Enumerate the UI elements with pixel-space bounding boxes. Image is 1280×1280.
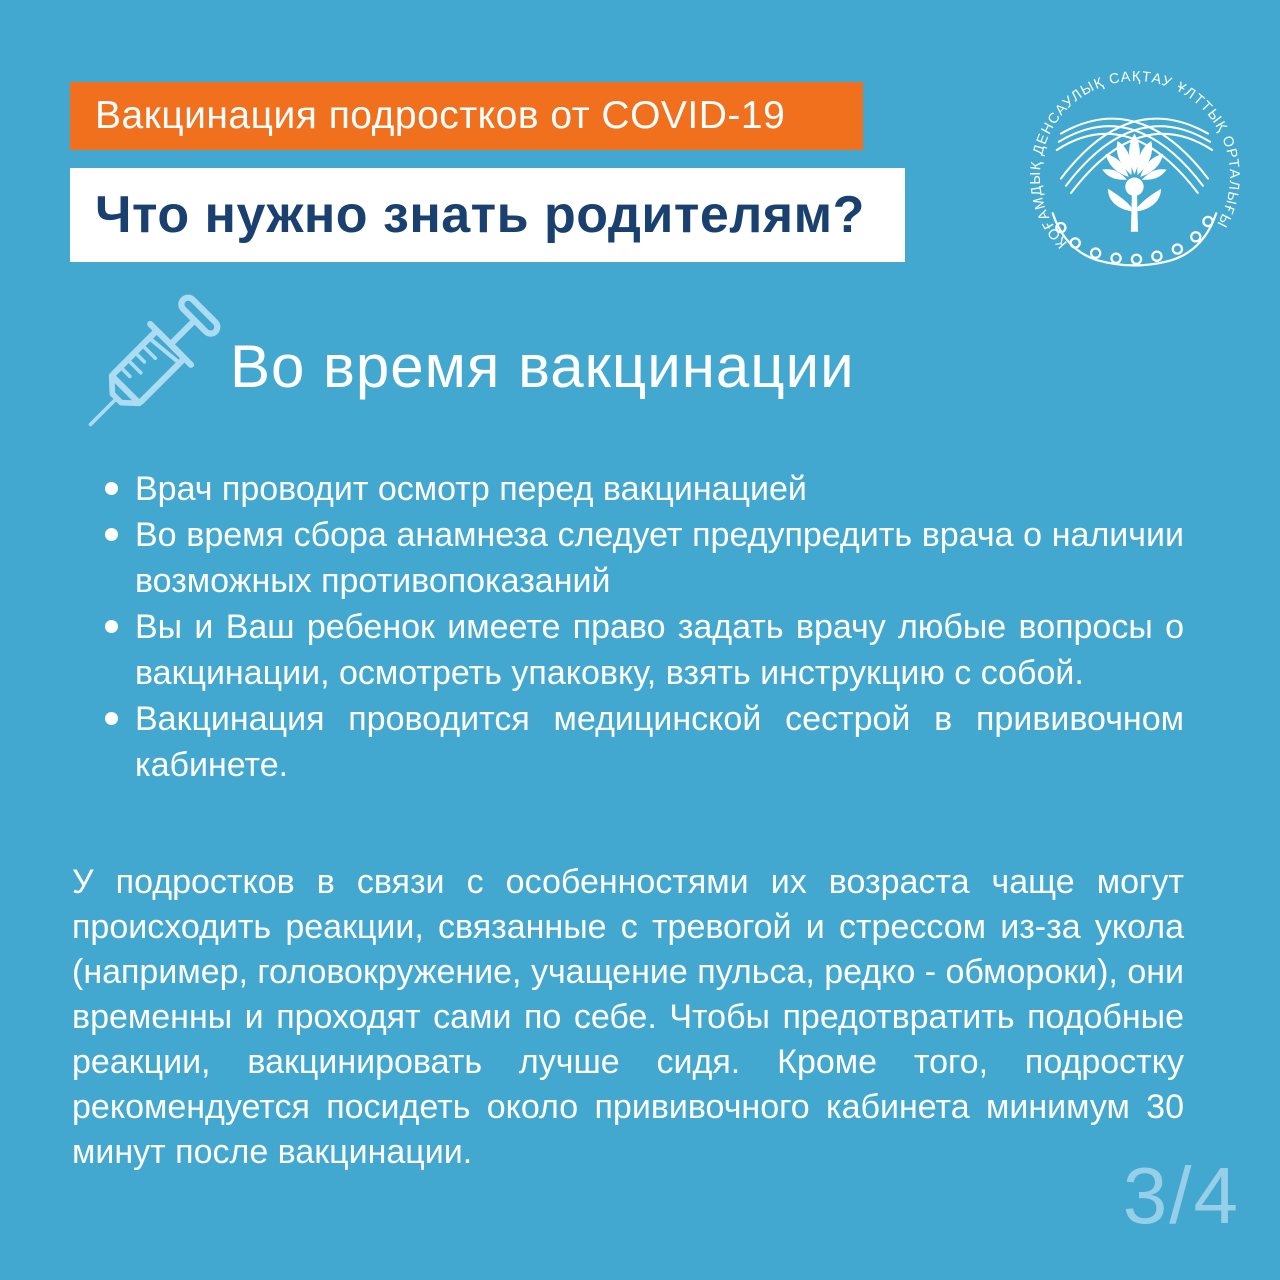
page-indicator: 3/4	[1122, 1151, 1240, 1240]
section-heading: Во время вакцинации	[230, 333, 855, 400]
bullet-item: Вакцинация проводится медицинской сестрой в прививочном кабинете.	[72, 696, 1184, 788]
logo-flower-icon	[1101, 134, 1168, 232]
header-badge-label: Вакцинация подростков от COVID-19	[95, 94, 786, 137]
syringe-icon	[62, 278, 237, 453]
header-badge	[70, 82, 863, 150]
title-box	[70, 168, 905, 262]
logo-circular-text: ҚОҒАМДЫҚ ДЕНСАУЛЫҚ САҚТАУ ҰЛТТЫҚ ОРТАЛЫҒЫ	[1027, 68, 1243, 252]
bullet-item: Вы и Ваш ребенок имеете право задать врачу любые вопросы о вакцинации, осмотреть упаковку, взять инструкцию с собой.	[72, 604, 1184, 696]
page-title: Что нужно знать родителям?	[95, 186, 865, 244]
org-logo	[1022, 58, 1252, 293]
bullet-item: Врач проводит осмотр перед вакцинацией	[72, 466, 1184, 512]
body-paragraph: У подростков в связи с особенностями их возраста чаще могут происходить реакции, связанные с тревогой и стрессом из-за укола (например, головокружение, учащение пульса, редко - обмороки), они временны и проходят сами по себе. Чтобы предотвратить подобные реакции, вакцинировать лучше сидя. Кроме того, подростку рекомендуется посидеть около прививочного кабинета минимум 30 минут после вакцинации.	[72, 863, 1185, 1171]
bullet-item: Во время сбора анамнеза следует предупредить врача о наличии возможных противопоказаний	[72, 512, 1184, 604]
bullet-list	[72, 466, 1184, 788]
